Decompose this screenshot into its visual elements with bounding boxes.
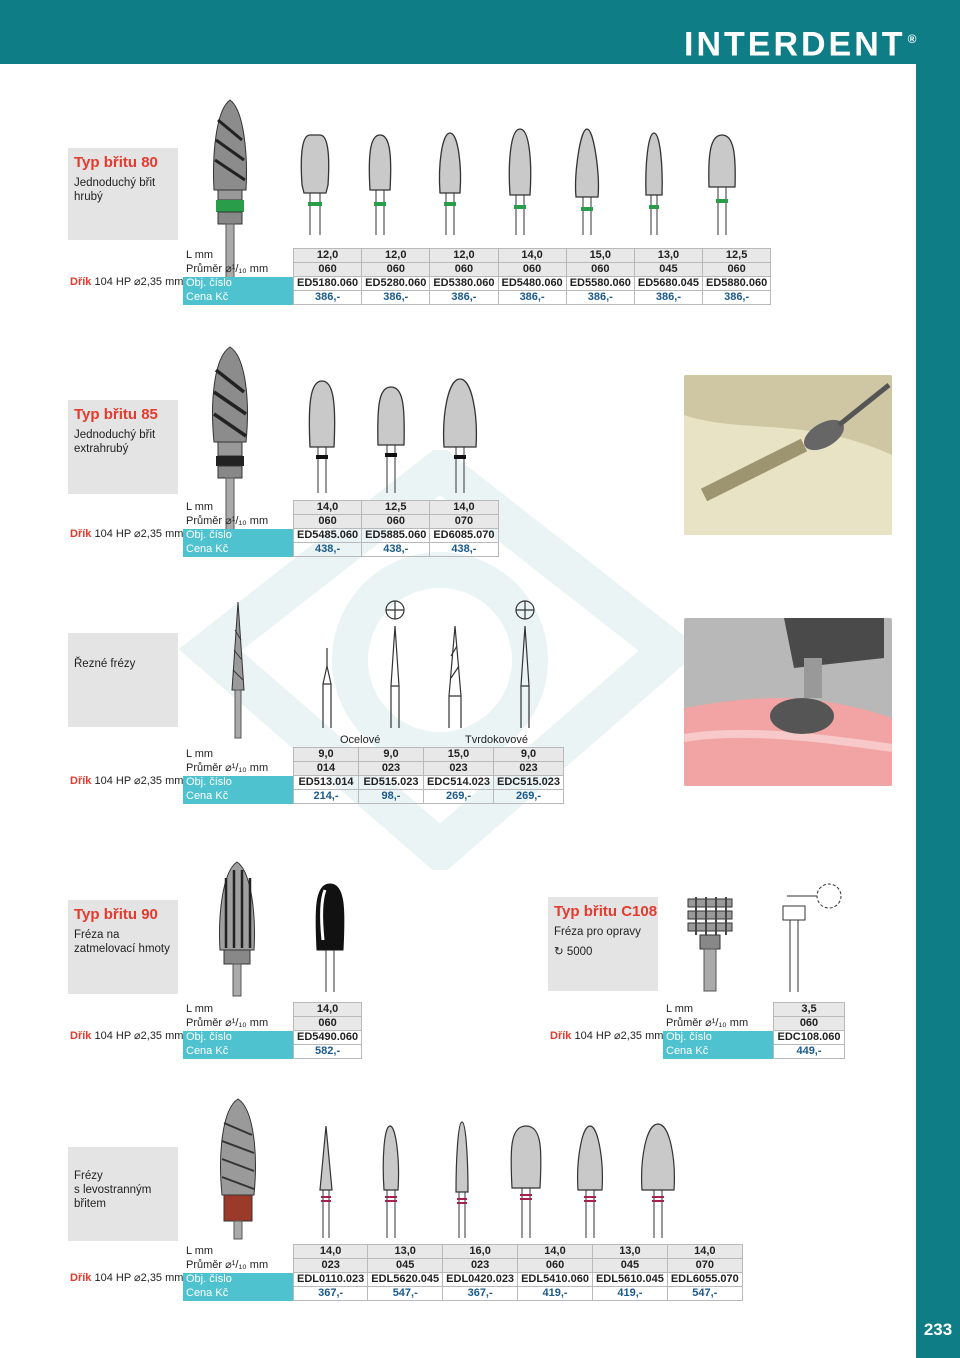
spec-cell: 060 bbox=[362, 515, 430, 529]
section-title: Typ břitu 80 bbox=[74, 154, 158, 171]
spec-cell: 14,0 bbox=[498, 249, 566, 263]
spec-table-80 bbox=[183, 248, 771, 305]
spec-cell: 9,0 bbox=[494, 748, 564, 762]
shank-info: Dřík 104 HP ⌀2,35 mm bbox=[70, 775, 184, 787]
section-desc: Řezné frézy bbox=[74, 658, 136, 670]
spec-cell: ED5180.060 bbox=[294, 277, 362, 291]
cutter-large-photo bbox=[218, 600, 258, 740]
shank-info: Dřík 104 HP ⌀2,35 mm bbox=[70, 1030, 184, 1042]
spec-cell: ED5580.060 bbox=[566, 277, 634, 291]
row-label: Průměr ⌀¹/₁₀ mm bbox=[186, 263, 269, 275]
table-row bbox=[663, 1003, 845, 1017]
spec-cell: 023 bbox=[424, 762, 494, 776]
bur-80-schematics bbox=[290, 125, 760, 245]
row-label: Cena Kč bbox=[663, 1045, 774, 1059]
spec-cell: 9,0 bbox=[294, 748, 359, 762]
spec-cell: 12,0 bbox=[430, 249, 498, 263]
spec-cell: 449,- bbox=[774, 1045, 845, 1059]
row-label: Cena Kč bbox=[183, 543, 294, 557]
section-desc: Jednoduchý břit bbox=[74, 429, 156, 441]
spec-cell: ED5380.060 bbox=[430, 277, 498, 291]
spec-cell: 98,- bbox=[359, 790, 424, 804]
section-lefthand-title-box bbox=[68, 1147, 178, 1241]
shank-info: Dřík 104 HP ⌀2,35 mm bbox=[70, 1272, 184, 1284]
section-desc: Frézy bbox=[74, 1170, 103, 1182]
spec-cell: 045 bbox=[592, 1259, 667, 1273]
spec-cell: 438,- bbox=[362, 543, 430, 557]
table-row bbox=[663, 1031, 845, 1045]
spec-cell: EDL5620.045 bbox=[368, 1273, 443, 1287]
spec-cell: ED5880.060 bbox=[703, 277, 771, 291]
spec-cell: 547,- bbox=[667, 1287, 742, 1301]
section-desc: Jednoduchý břit bbox=[74, 177, 156, 189]
row-label: Obj. číslo bbox=[663, 1031, 774, 1045]
row-label: Cena Kč bbox=[183, 1287, 294, 1301]
spec-cell: EDC515.023 bbox=[494, 776, 564, 790]
spec-table-lefthand bbox=[183, 1244, 743, 1301]
spec-table-90 bbox=[183, 1002, 362, 1059]
section-desc-2: s levostranným bbox=[74, 1184, 152, 1196]
spec-table-cutters bbox=[183, 747, 564, 804]
spec-cell: 13,0 bbox=[592, 1245, 667, 1259]
spec-cell: ED5485.060 bbox=[294, 529, 362, 543]
spec-cell: 14,0 bbox=[294, 501, 362, 515]
section-desc-2: hrubý bbox=[74, 191, 103, 203]
spec-cell: 269,- bbox=[424, 790, 494, 804]
spec-cell: 023 bbox=[359, 762, 424, 776]
side-band bbox=[916, 0, 960, 1358]
bur-lefthand-schematics bbox=[290, 1120, 690, 1240]
spec-cell: 419,- bbox=[518, 1287, 593, 1301]
photo-bur-85-in-use bbox=[684, 375, 892, 535]
section-90-title-box bbox=[68, 900, 178, 994]
table-row bbox=[183, 790, 564, 804]
row-label: L mm bbox=[186, 1245, 214, 1257]
spec-cell: 014 bbox=[294, 762, 359, 776]
spec-cell: 438,- bbox=[294, 543, 362, 557]
table-row bbox=[183, 776, 564, 790]
row-label: Průměr ⌀¹/₁₀ mm bbox=[186, 762, 269, 774]
table-row bbox=[183, 543, 498, 557]
spec-cell: 438,- bbox=[430, 543, 498, 557]
spec-cell: ED6085.070 bbox=[430, 529, 498, 543]
table-row bbox=[183, 515, 498, 529]
spec-cell: EDL6055.070 bbox=[667, 1273, 742, 1287]
section-desc: Fréza na bbox=[74, 929, 120, 941]
spec-cell: 386,- bbox=[498, 291, 566, 305]
row-label: Průměr ⌀¹/₁₀ mm bbox=[186, 1259, 269, 1271]
group-label-carbide: Tvrdokovové bbox=[465, 734, 528, 746]
spec-cell: ED5480.060 bbox=[498, 277, 566, 291]
spec-cell: 386,- bbox=[294, 291, 362, 305]
spec-cell: 15,0 bbox=[424, 748, 494, 762]
spec-cell: 14,0 bbox=[430, 501, 498, 515]
table-row bbox=[663, 1017, 845, 1031]
section-85-title-box bbox=[68, 400, 178, 494]
spec-cell: EDC514.023 bbox=[424, 776, 494, 790]
spec-cell: 023 bbox=[294, 1259, 368, 1273]
section-cutters-title-box bbox=[68, 633, 178, 727]
spec-cell: 060 bbox=[362, 263, 430, 277]
table-row bbox=[183, 249, 771, 263]
table-row bbox=[183, 748, 564, 762]
row-label: Obj. číslo bbox=[183, 1273, 294, 1287]
spec-cell: 14,0 bbox=[294, 1003, 362, 1017]
spec-cell: 14,0 bbox=[518, 1245, 593, 1259]
spec-cell: 060 bbox=[774, 1017, 845, 1031]
spec-cell: 060 bbox=[294, 1017, 362, 1031]
spec-cell: 12,0 bbox=[294, 249, 362, 263]
spec-cell: 386,- bbox=[362, 291, 430, 305]
spec-cell: ED5680.045 bbox=[634, 277, 702, 291]
spec-table-85 bbox=[183, 500, 499, 557]
row-label: L mm bbox=[186, 748, 214, 760]
group-label-steel: Ocelové bbox=[340, 734, 381, 746]
table-row bbox=[183, 501, 498, 515]
table-row bbox=[183, 291, 771, 305]
row-label: Cena Kč bbox=[183, 1045, 294, 1059]
row-label: Obj. číslo bbox=[183, 277, 294, 291]
table-row bbox=[183, 1031, 362, 1045]
section-c108-title-box bbox=[548, 897, 658, 991]
section-title: Typ břitu C108 bbox=[554, 903, 658, 920]
row-label: Obj. číslo bbox=[183, 529, 294, 543]
row-label: Cena Kč bbox=[183, 790, 294, 804]
row-label: L mm bbox=[186, 501, 214, 513]
bur-85-schematics bbox=[290, 375, 490, 495]
table-row bbox=[183, 1045, 362, 1059]
table-row bbox=[183, 1287, 742, 1301]
cutter-schematics bbox=[305, 596, 545, 732]
table-row bbox=[183, 762, 564, 776]
photo-cutter-in-use bbox=[684, 618, 892, 786]
spec-cell: 3,5 bbox=[774, 1003, 845, 1017]
spec-table-c108 bbox=[663, 1002, 845, 1059]
spec-cell: 13,0 bbox=[368, 1245, 443, 1259]
table-row bbox=[183, 1273, 742, 1287]
table-row bbox=[183, 1017, 362, 1031]
row-label: Průměr ⌀¹/₁₀ mm bbox=[186, 515, 269, 527]
spec-cell: 060 bbox=[518, 1259, 593, 1273]
spec-cell: 070 bbox=[667, 1259, 742, 1273]
section-80-title-box bbox=[68, 148, 178, 240]
spec-cell: 386,- bbox=[703, 291, 771, 305]
spec-cell: 060 bbox=[498, 263, 566, 277]
row-label: Obj. číslo bbox=[183, 1031, 294, 1045]
section-desc-2: zatmelovací hmoty bbox=[74, 943, 170, 955]
section-title: Typ břitu 85 bbox=[74, 406, 158, 423]
spec-cell: 9,0 bbox=[359, 748, 424, 762]
spec-cell: 045 bbox=[368, 1259, 443, 1273]
table-row bbox=[663, 1045, 845, 1059]
brand-logo: INTERDENT ® bbox=[684, 25, 920, 64]
spec-cell: 060 bbox=[703, 263, 771, 277]
spec-cell: 419,- bbox=[592, 1287, 667, 1301]
spec-cell: 12,5 bbox=[362, 501, 430, 515]
spec-cell: 023 bbox=[494, 762, 564, 776]
spec-cell: 060 bbox=[430, 263, 498, 277]
spec-cell: 367,- bbox=[443, 1287, 518, 1301]
spec-cell: ED5490.060 bbox=[294, 1031, 362, 1045]
spec-cell: 16,0 bbox=[443, 1245, 518, 1259]
bur-90-large-photo bbox=[212, 858, 262, 998]
spec-cell: ED515.023 bbox=[359, 776, 424, 790]
row-label: Cena Kč bbox=[183, 291, 294, 305]
bur-lefthand-large-photo bbox=[208, 1095, 268, 1240]
spec-cell: 547,- bbox=[368, 1287, 443, 1301]
spec-cell: ED5885.060 bbox=[362, 529, 430, 543]
bur-c108-photo bbox=[680, 893, 740, 993]
spec-cell: EDL5410.060 bbox=[518, 1273, 593, 1287]
spec-cell: 023 bbox=[443, 1259, 518, 1273]
section-desc: Fréza pro opravy bbox=[554, 926, 641, 938]
shank-info: Dřík 104 HP ⌀2,35 mm bbox=[550, 1030, 664, 1042]
spec-cell: 386,- bbox=[430, 291, 498, 305]
spec-cell: EDL0110.023 bbox=[294, 1273, 368, 1287]
spec-cell: 15,0 bbox=[566, 249, 634, 263]
spec-cell: 12,5 bbox=[703, 249, 771, 263]
spec-cell: 13,0 bbox=[634, 249, 702, 263]
table-row bbox=[183, 1003, 362, 1017]
spec-cell: 060 bbox=[566, 263, 634, 277]
spec-cell: 386,- bbox=[634, 291, 702, 305]
table-row bbox=[183, 1245, 742, 1259]
spec-cell: ED513.014 bbox=[294, 776, 359, 790]
spec-cell: 386,- bbox=[566, 291, 634, 305]
row-label: Průměr ⌀¹/₁₀ mm bbox=[666, 1017, 749, 1029]
spec-cell: 214,- bbox=[294, 790, 359, 804]
table-row bbox=[183, 1259, 742, 1273]
row-label: L mm bbox=[186, 1003, 214, 1015]
section-desc-2: extrahrubý bbox=[74, 443, 129, 455]
rotation-icon: ↻ bbox=[554, 946, 564, 958]
row-label: L mm bbox=[666, 1003, 694, 1015]
spec-cell: 045 bbox=[634, 263, 702, 277]
shank-info: Dřík 104 HP ⌀2,35 mm bbox=[70, 276, 184, 288]
shank-info: Dřík 104 HP ⌀2,35 mm bbox=[70, 528, 184, 540]
spec-cell: 269,- bbox=[494, 790, 564, 804]
table-row bbox=[183, 277, 771, 291]
row-label: Průměr ⌀¹/₁₀ mm bbox=[186, 1017, 269, 1029]
spec-cell: EDC108.060 bbox=[774, 1031, 845, 1045]
section-title: Typ břitu 90 bbox=[74, 906, 158, 923]
spec-cell: 582,- bbox=[294, 1045, 362, 1059]
spec-cell: EDL5610.045 bbox=[592, 1273, 667, 1287]
row-label: Obj. číslo bbox=[183, 776, 294, 790]
spec-cell: 14,0 bbox=[667, 1245, 742, 1259]
spec-cell: 070 bbox=[430, 515, 498, 529]
spec-cell: 060 bbox=[294, 515, 362, 529]
page-number: 233 bbox=[923, 1320, 953, 1339]
spec-cell: 060 bbox=[294, 263, 362, 277]
spec-cell: 367,- bbox=[294, 1287, 368, 1301]
spec-cell: ED5280.060 bbox=[362, 277, 430, 291]
bur-c108-schematic bbox=[775, 880, 845, 995]
table-row bbox=[183, 529, 498, 543]
table-row bbox=[183, 263, 771, 277]
spec-cell: 14,0 bbox=[294, 1245, 368, 1259]
rpm-info: ↻ 5000 bbox=[554, 946, 593, 958]
row-label: L mm bbox=[186, 249, 214, 261]
bur-90-schematic bbox=[305, 880, 355, 995]
spec-cell: EDL0420.023 bbox=[443, 1273, 518, 1287]
section-desc-3: břitem bbox=[74, 1198, 106, 1210]
spec-cell: 12,0 bbox=[362, 249, 430, 263]
